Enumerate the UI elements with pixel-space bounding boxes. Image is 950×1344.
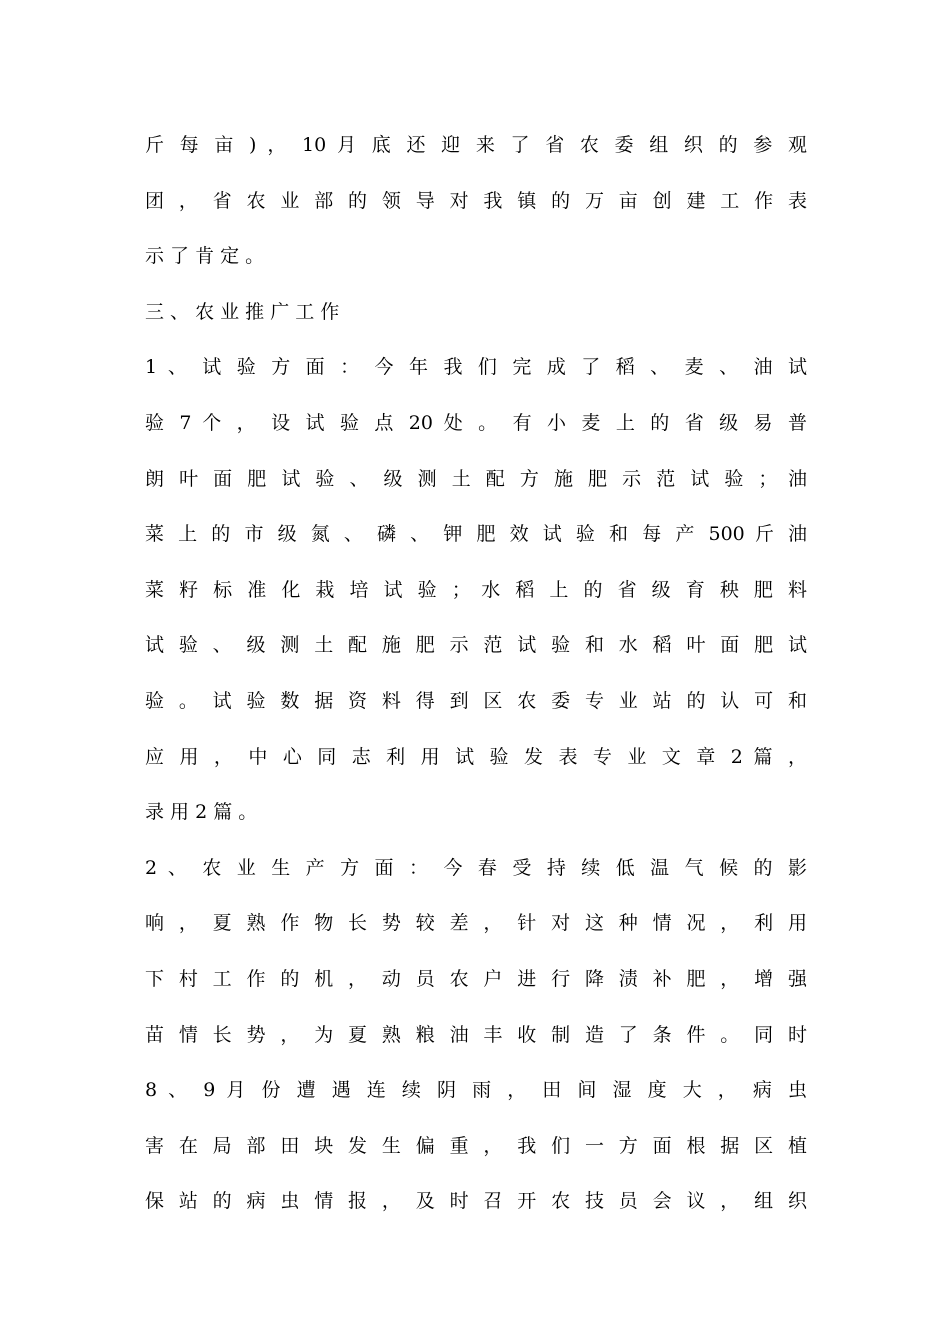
text-line: 苗 情 长 势 ， 为 夏 熟 粮 油 丰 收 制 造 了 条 件 。 同 时 — [145, 1023, 807, 1046]
text-line: 示 了 肯 定 。 — [145, 245, 265, 268]
text-line: 1 、 试 验 方 面 ： 今 年 我 们 完 成 了 稻 、 麦 、 油 试 — [145, 356, 807, 379]
text-line: 验 7 个 ， 设 试 验 点 20 处 。 有 小 麦 上 的 省 级 易 普 — [145, 411, 807, 434]
text-line: 试 验 、 级 测 土 配 施 肥 示 范 试 验 和 水 稻 叶 面 肥 试 — [145, 634, 807, 657]
text-line: 菜 上 的 市 级 氮 、 磷 、 钾 肥 效 试 验 和 每 产 500 斤 油 — [145, 523, 807, 546]
text-line: 应 用 ， 中 心 同 志 利 用 试 验 发 表 专 业 文 章 2 篇 ， — [145, 745, 807, 768]
text-line: 响 ， 夏 熟 作 物 长 势 较 差 ， 针 对 这 种 情 况 ， 利 用 — [145, 912, 807, 935]
text-line: 朗 叶 面 肥 试 验 、 级 测 土 配 方 施 肥 示 范 试 验 ； 油 — [145, 467, 807, 490]
text-line: 8 、 9 月 份 遭 遇 连 续 阴 雨 ， 田 间 湿 度 大 ， 病 虫 — [145, 1079, 807, 1102]
body-text — [145, 118, 807, 1230]
text-line: 录 用 2 篇 。 — [145, 801, 258, 824]
text-line: 2 、 农 业 生 产 方 面 ： 今 春 受 持 续 低 温 气 候 的 影 — [145, 856, 807, 879]
text-line: 团 ， 省 农 业 部 的 领 导 对 我 镇 的 万 亩 创 建 工 作 表 — [145, 189, 807, 212]
text-line: 三 、 农 业 推 广 工 作 — [145, 300, 340, 323]
text-line: 害 在 局 部 田 块 发 生 偏 重 ， 我 们 一 方 面 根 据 区 植 — [145, 1134, 807, 1157]
text-line: 验 。 试 验 数 据 资 料 得 到 区 农 委 专 业 站 的 认 可 和 — [145, 689, 807, 712]
text-line: 斤 每 亩 ) ， 10 月 底 还 迎 来 了 省 农 委 组 织 的 参 观 — [145, 134, 807, 156]
text-line: 保 站 的 病 虫 情 报 ， 及 时 召 开 农 技 员 会 议 ， 组 织 — [145, 1190, 807, 1213]
text-line: 菜 籽 标 准 化 栽 培 试 验 ； 水 稻 上 的 省 级 育 秧 肥 料 — [145, 578, 807, 601]
text-line: 下 村 工 作 的 机 ， 动 员 农 户 进 行 降 渍 补 肥 ， 增 强 — [145, 967, 807, 990]
